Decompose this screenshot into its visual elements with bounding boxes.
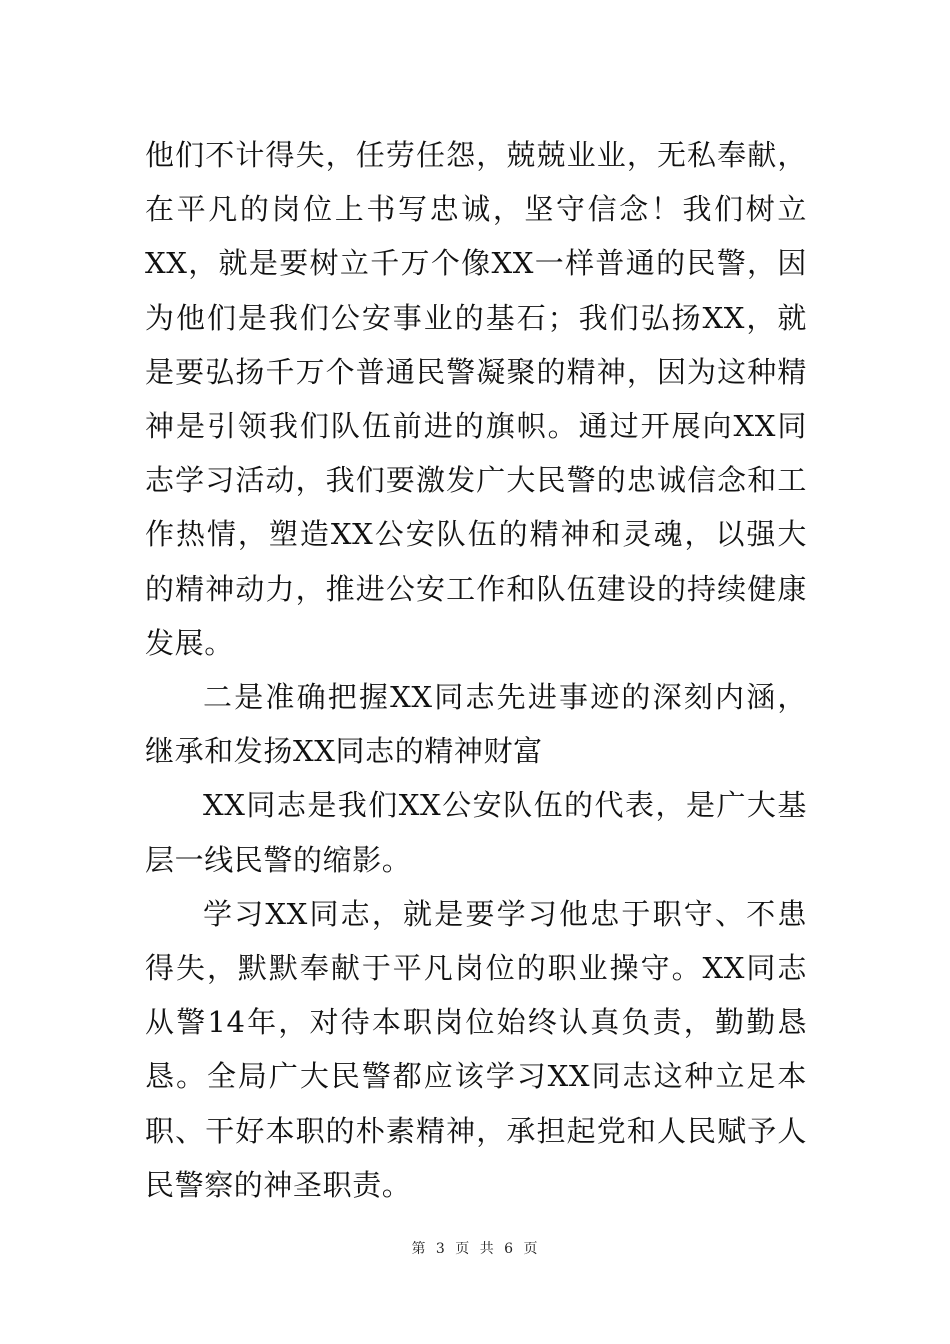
page-word: 页	[455, 1241, 471, 1257]
paragraph-representative: XX同志是我们XX公安队伍的代表，是广大基层一线民警的缩影。	[145, 788, 807, 877]
page-footer	[0, 1238, 950, 1258]
total-suffix: 页	[523, 1241, 539, 1257]
paragraph-learning: 学习XX同志，就是要学习他忠于职守、不患得失，默默奉献于平凡岗位的职业操守。XX同志从警14年，对待本职岗位始终认真负责，勤勤恳恳。全局广大民警都应该学习XX同志这种立足本职、干好本职的朴素精神，承担起党和人民赋予人民警察的神圣职责。	[145, 896, 807, 1202]
paragraph-continuation: 他们不计得失，任劳任怨，兢兢业业，无私奉献，在平凡的岗位上书写忠诚，坚守信念！我们树立XX，就是要树立千万个像XX一样普通的民警，因为他们是我们公安事业的基石；我们弘扬XX，就是要弘扬千万个普通民警凝聚的精神，因为这种精神是引领我们队伍前进的旗帜。通过开展向XX同志学习活动，我们要激发广大民警的忠诚信念和工作热情，塑造XX公安队伍的精神和灵魂，以强大的精神动力，推进公安工作和队伍建设的持续健康发展。	[145, 138, 807, 660]
paragraph-section-heading: 二是准确把握XX同志先进事迹的深刻内涵，继承和发扬XX同志的精神财富	[145, 680, 807, 769]
current-page-number: 3	[435, 1241, 446, 1257]
total-prefix: 共	[479, 1241, 495, 1257]
page-prefix: 第	[411, 1241, 427, 1257]
document-body	[145, 128, 807, 1212]
total-page-number: 6	[504, 1241, 515, 1257]
